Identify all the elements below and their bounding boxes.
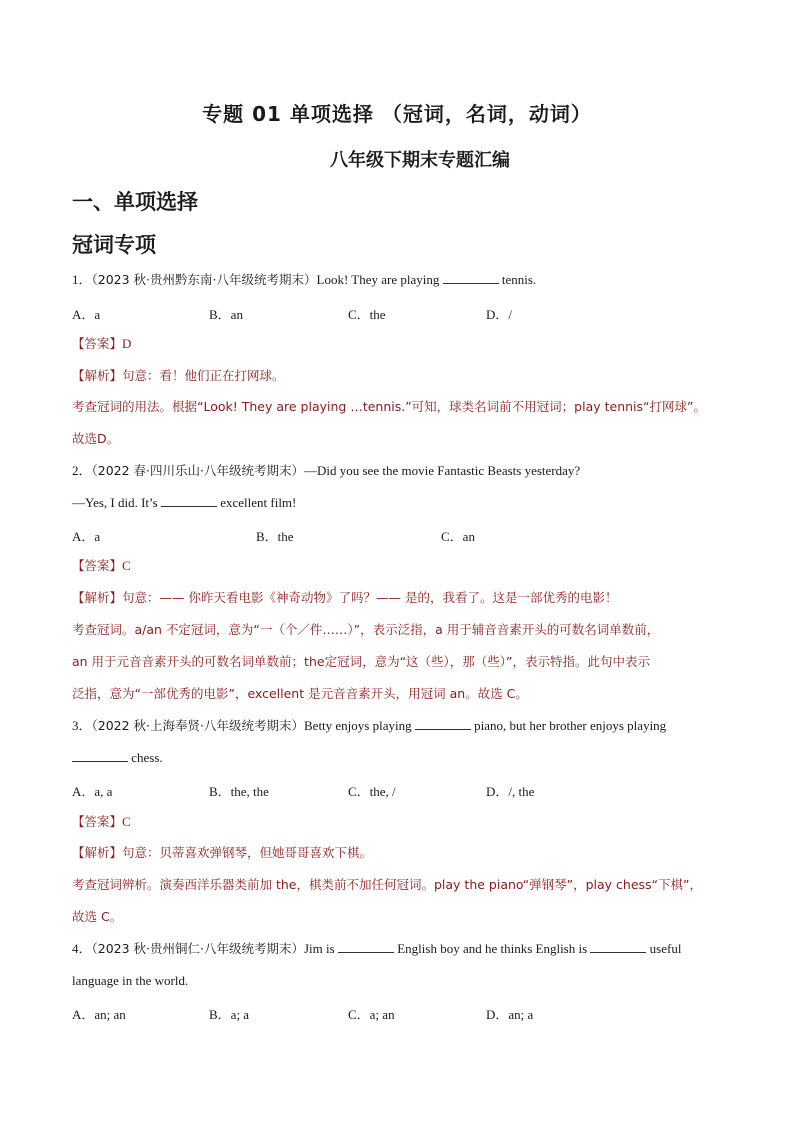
analysis-text: 句意：—— 你昨天看电影《神奇动物》了吗？—— 是的，我看了。这是一部优秀的电影！ <box>122 590 618 605</box>
stem-text: —Yes, I did. It’s <box>72 495 161 510</box>
question-1-stem <box>72 271 536 289</box>
option-b: B．the <box>256 529 294 544</box>
analysis-text: 考查冠词辨析。演奏西洋乐器类前加 the，棋类前不加任何冠词。play the piano“弹钢琴”，play chess“下棋”， <box>72 877 702 892</box>
answer-line <box>72 813 131 831</box>
option-b: B．a; a <box>209 1007 250 1022</box>
stem-text: tennis. <box>498 272 537 287</box>
answer-value: C <box>122 558 131 573</box>
answer-value: C <box>122 814 131 829</box>
stem-text: piano, but her brother enjoys playing <box>470 718 667 733</box>
page-subtitle: 八年级下期末专题汇编 <box>330 150 510 171</box>
answer-blank <box>415 717 471 730</box>
question-2-stem-line2 <box>72 494 296 512</box>
answer-blank <box>72 749 128 762</box>
question-number: 3． <box>72 718 92 733</box>
analysis-text: an 用于元音音素开头的可数名词单数前；the定冠词，意为“这（些），那（些）”，表示特指。此句中表示 <box>72 654 651 669</box>
section-heading: 一、单项选择 <box>72 190 198 214</box>
stem-text: —Did you see the movie Fantastic Beasts yesterday? <box>304 463 581 478</box>
analysis-text: 考查冠词。a/an 不定冠词，意为“一（个／件……）”，表示泛指，a 用于辅音音素开头的可数名词单数前， <box>72 622 660 637</box>
analysis-text: 句意：贝蒂喜欢弹钢琴，但她哥哥喜欢下棋。 <box>122 845 373 860</box>
option-c: C．the <box>348 307 386 322</box>
analysis-line <box>72 589 617 607</box>
question-source: （2023 秋·贵州黔东南·八年级统考期末） <box>91 272 317 287</box>
answer-blank <box>161 494 217 507</box>
question-2-stem <box>72 462 580 480</box>
answer-tag: 【答案】 <box>72 558 123 573</box>
subsection-heading: 冠词专项 <box>72 233 156 257</box>
option-d: D．an; a <box>486 1007 534 1022</box>
option-b: B．the, the <box>209 784 269 799</box>
stem-text: excellent film! <box>216 495 297 510</box>
stem-text: Betty enjoys playing <box>304 718 415 733</box>
stem-text: Jim is <box>304 941 338 956</box>
analysis-line <box>72 367 285 385</box>
answer-blank <box>443 271 499 284</box>
option-a: A．a <box>72 529 101 544</box>
option-a: A．a, a <box>72 784 113 799</box>
analysis-text: 故选D。 <box>72 431 120 446</box>
question-number: 2． <box>72 463 92 478</box>
stem-text: English boy and he thinks English is <box>393 941 591 956</box>
stem-text: useful <box>646 941 682 956</box>
answer-line <box>72 557 131 575</box>
analysis-text: 故选 C。 <box>72 909 123 924</box>
answer-blank <box>590 940 646 953</box>
answer-tag: 【答案】 <box>72 814 123 829</box>
option-a: A．a <box>72 307 101 322</box>
question-3-stem-line2 <box>72 749 163 767</box>
question-3-stem <box>72 717 666 735</box>
stem-text: Look! They are playing <box>316 272 443 287</box>
analysis-text: 考查冠词的用法。根据“Look! They are playing …tennis.”可知，球类名词前不用冠词；play tennis“打网球”。 <box>72 399 706 414</box>
option-d: D．/, the <box>486 784 535 799</box>
analysis-tag: 【解析】 <box>72 368 123 383</box>
answer-tag: 【答案】 <box>72 336 123 351</box>
answer-line <box>72 335 131 353</box>
analysis-tag: 【解析】 <box>72 590 123 605</box>
option-a: A．an; an <box>72 1007 126 1022</box>
question-number: 4． <box>72 941 92 956</box>
answer-value: D <box>122 336 132 351</box>
option-c: C．a; an <box>348 1007 395 1022</box>
analysis-line <box>72 844 372 862</box>
analysis-tag: 【解析】 <box>72 845 123 860</box>
page-title: 专题 01 单项选择 （冠词，名词，动词） <box>202 102 592 126</box>
answer-blank <box>338 940 394 953</box>
analysis-text: 泛指，意为“一部优秀的电影”，excellent 是元音音素开头，用冠词 an。故选 C。 <box>72 686 528 701</box>
option-b: B．an <box>209 307 243 322</box>
stem-text: language in the world. <box>72 973 189 988</box>
analysis-text: 句意：看！他们正在打网球。 <box>122 368 285 383</box>
option-d: D．/ <box>486 307 513 322</box>
question-4-stem <box>72 940 681 958</box>
option-c: C．the, / <box>348 784 396 799</box>
question-source: （2022 秋·上海奉贤·八年级统考期末） <box>91 718 304 733</box>
question-source: （2023 秋·贵州铜仁·八年级统考期末） <box>91 941 304 956</box>
question-source: （2022 春·四川乐山·八年级统考期末） <box>91 463 304 478</box>
stem-text: chess. <box>128 750 163 765</box>
option-c: C．an <box>441 529 475 544</box>
question-number: 1． <box>72 272 92 287</box>
